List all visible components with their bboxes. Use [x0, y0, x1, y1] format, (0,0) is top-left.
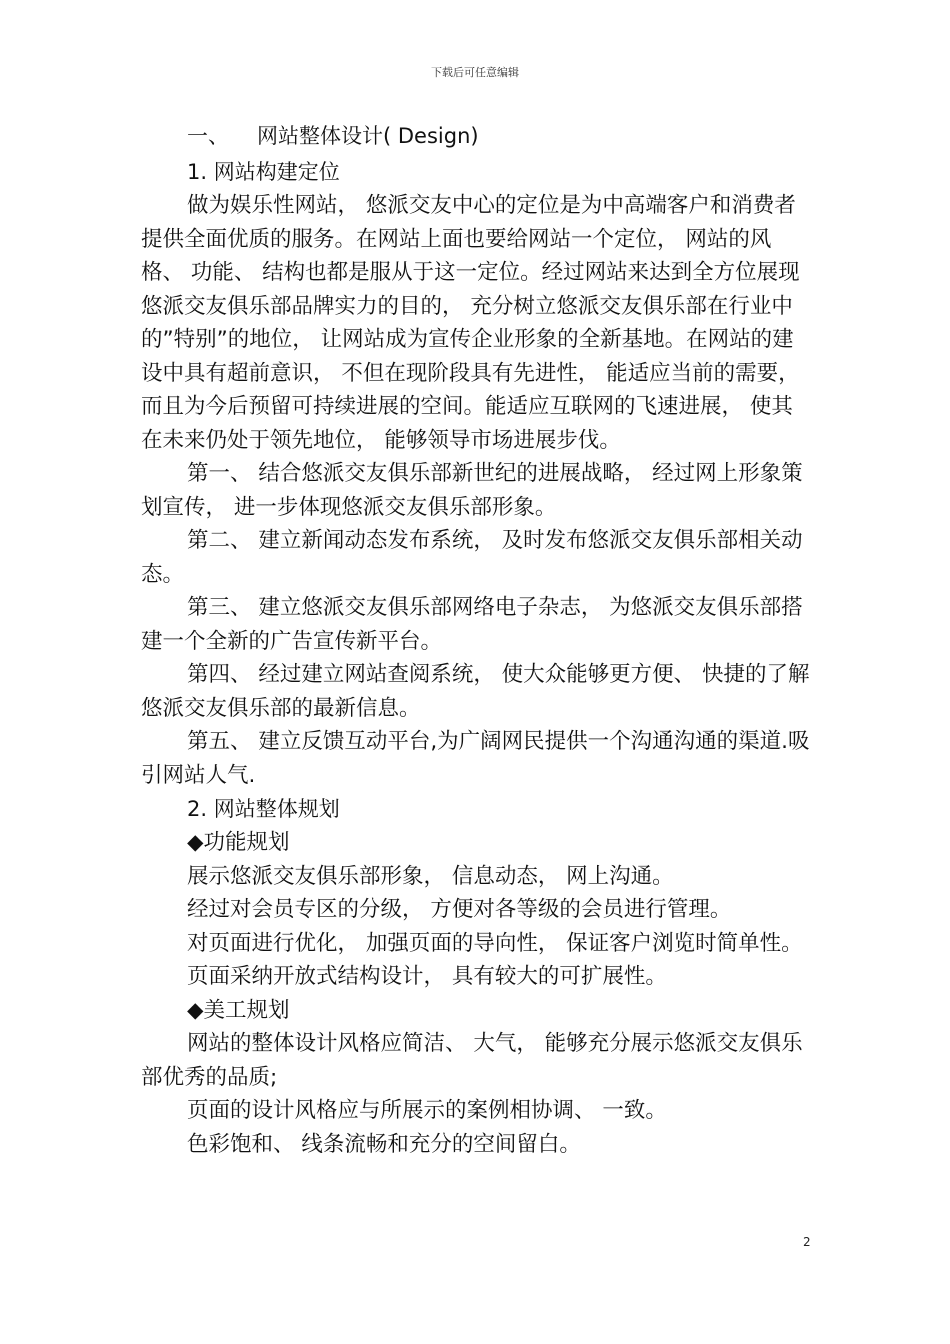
paragraph-positioning: 做为娱乐性网站， 悠派交友中心的定位是为中高端客户和消费者提供全面优质的服务。在网站上面也要给网站一个定位， 网站的风格、 功能、 结构也都是服从于这一定位。经过网站来达到全方位展现悠派交友俱乐部品牌实力的目的， 充分树立悠派交友俱乐部在行业中的”特别”的地位， 让网站成为宣传企业形象的全新基地。在网站的建设中具有超前意识， 不但在现阶段具有先进性， 能适应当前的需要， 而且为今后预留可持续进展的空间。能适应互联网的飞速进展， 使其在未来仍处于领先地位， 能够领导市场进展步伐。 — [141, 193, 800, 453]
function-plan-item: 页面采纳开放式结构设计， 具有较大的可扩展性。 — [187, 964, 667, 989]
art-plan-item: 色彩饱和、 线条流畅和充分的空间留白。 — [187, 1131, 581, 1157]
page-number: 2 — [803, 1235, 811, 1249]
section-number: 一、 — [187, 124, 229, 148]
paragraph-point-5: 第五、 建立反馈互动平台,为广阔网民提供一个沟通沟通的渠道.吸引网站人气. — [141, 729, 810, 788]
function-plan-heading: ◆功能规划 — [187, 830, 290, 855]
paragraph-point-1: 第一、 结合悠派交友俱乐部新世纪的进展战略， 经过网上形象策划宣传， 进一步体现悠派交友俱乐部形象。 — [141, 461, 803, 520]
paragraph-point-3: 第三、 建立悠派交友俱乐部网络电子杂志， 为悠派交友俱乐部搭建一个全新的广告宣传新平台。 — [141, 595, 803, 654]
function-plan-item: 对页面进行优化， 加强页面的导向性， 保证客户浏览时简单性。 — [187, 930, 803, 956]
subsection-heading-positioning: 1. 网站构建定位 — [187, 160, 340, 184]
paragraph-point-2: 第二、 建立新闻动态发布系统， 及时发布悠派交友俱乐部相关动态。 — [141, 528, 803, 587]
art-plan-heading: ◆美工规划 — [187, 997, 290, 1023]
art-plan-item: 网站的整体设计风格应简洁、 大气， 能够充分展示悠派交友俱乐部优秀的品质; — [141, 1031, 803, 1090]
function-plan-item: 经过对会员专区的分级， 方便对各等级的会员进行管理。 — [187, 897, 732, 922]
art-plan-item: 页面的设计风格应与所展示的案例相协调、 一致。 — [187, 1098, 667, 1123]
section-heading — [141, 117, 812, 155]
page-header: 下载后可任意编辑 — [431, 66, 519, 79]
subsection-heading-planning: 2. 网站整体规划 — [187, 797, 340, 821]
paragraph-point-4: 第四、 经过建立网站查阅系统， 使大众能够更方便、 快捷的了解悠派交友俱乐部的最新信息。 — [141, 662, 810, 721]
function-plan-item: 展示悠派交友俱乐部形象， 信息动态， 网上沟通。 — [187, 863, 674, 889]
section-title: 网站整体设计( Design) — [257, 124, 479, 148]
document-body — [141, 117, 812, 1161]
